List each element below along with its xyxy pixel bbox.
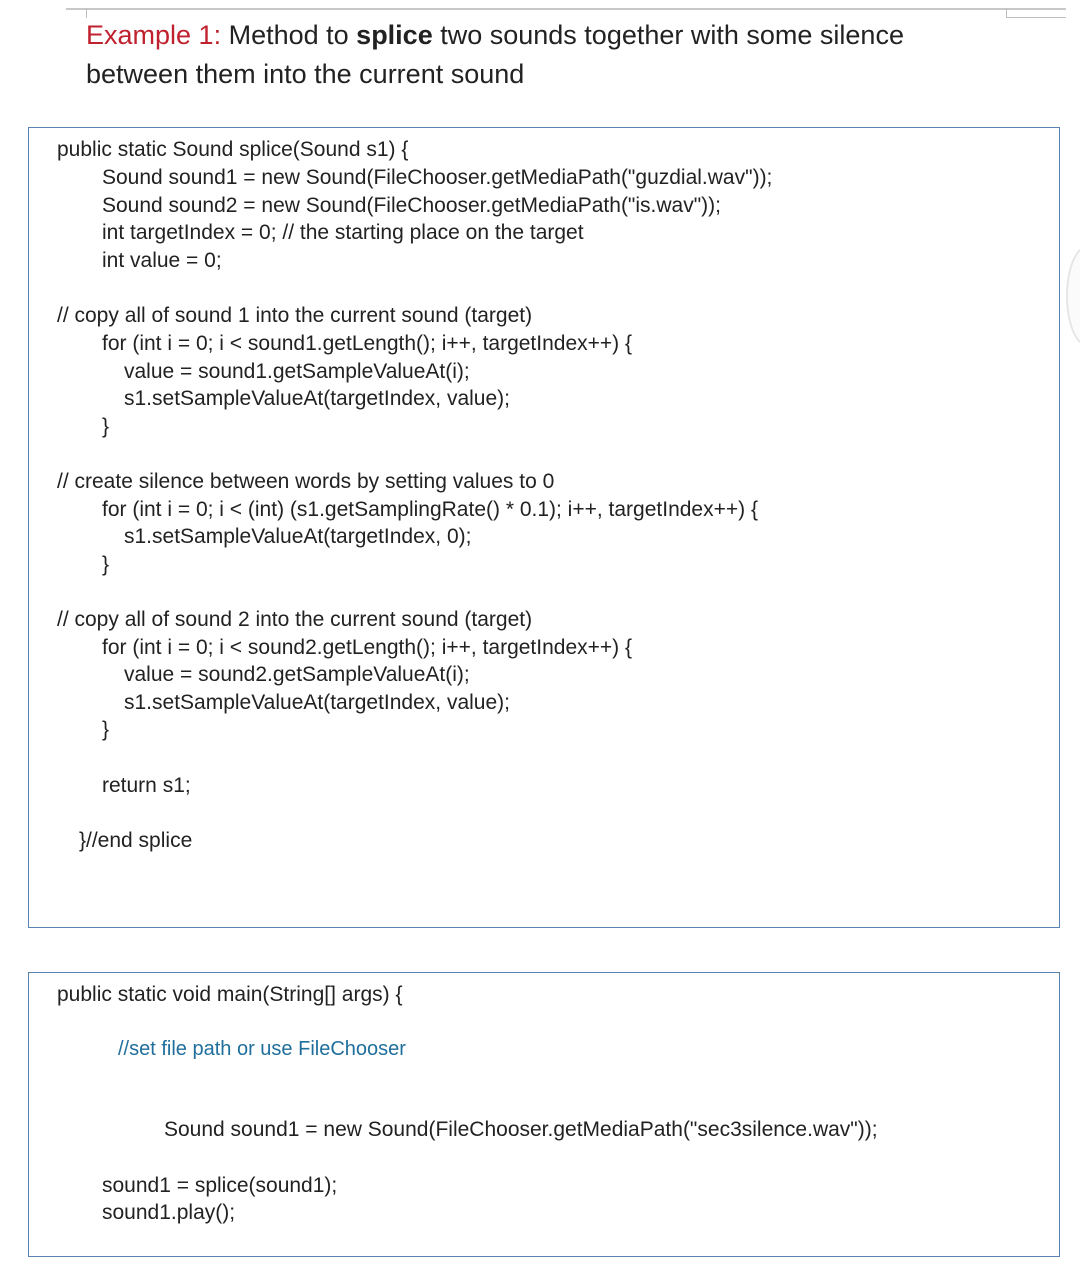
page-corner-mark-left (66, 8, 87, 18)
code-line: public static Sound splice(Sound s1) { (57, 138, 409, 161)
example-label: Example 1: (86, 20, 222, 50)
code-comment: // create silence between words by setting values to 0 (57, 470, 555, 493)
code-line: s1.setSampleValueAt(targetIndex, 0); (124, 525, 472, 548)
scroll-edge-indicator[interactable] (1066, 246, 1080, 346)
code-line: sound1.play(); (102, 1201, 236, 1224)
heading-text-2: two sounds together with some silence (432, 20, 904, 50)
code-line: for (int i = 0; i < sound1.getLength(); i++, targetIndex++) { (102, 332, 633, 355)
splice-method-code-box (28, 127, 1060, 928)
code-comment: // copy all of sound 1 into the current sound (target) (57, 304, 533, 327)
heading-bold-word: splice (356, 20, 433, 50)
code-line: int targetIndex = 0; // the starting place on the target (102, 221, 584, 244)
main-method-code-box (28, 972, 1060, 1257)
code-line: Sound sound1 = new Sound(FileChooser.getMediaPath("sec3silence.wav")); (164, 1118, 878, 1141)
code-line: value = sound2.getSampleValueAt(i); (124, 663, 470, 686)
heading-line-2: between them into the current sound (86, 59, 525, 89)
code-line: for (int i = 0; i < sound2.getLength(); i++, targetIndex++) { (102, 636, 633, 659)
code-line: value = sound1.getSampleValueAt(i); (124, 360, 470, 383)
code-line: } (102, 718, 110, 741)
code-line: s1.setSampleValueAt(targetIndex, value); (124, 691, 510, 714)
code-line: return s1; (102, 774, 191, 797)
code-line: public static void main(String[] args) { (57, 983, 403, 1006)
code-line: sound1 = splice(sound1); (102, 1174, 338, 1197)
code-line: for (int i = 0; i < (int) (s1.getSamplingRate() * 0.1); i++, targetIndex++) { (102, 498, 758, 521)
code-line: s1.setSampleValueAt(targetIndex, value); (124, 387, 510, 410)
code-line: Sound sound1 = new Sound(FileChooser.getMediaPath("guzdial.wav")); (102, 166, 773, 189)
code-line: }//end splice (79, 829, 193, 852)
code-line: int value = 0; (102, 249, 222, 272)
code-line: } (102, 553, 110, 576)
page-top-margin-line (66, 8, 1066, 10)
code-line: Sound sound2 = new Sound(FileChooser.getMediaPath("is.wav")); (102, 194, 722, 217)
code-comment: //set file path or use FileChooser (118, 1038, 406, 1060)
code-line: } (102, 415, 110, 438)
code-comment: // copy all of sound 2 into the current sound (target) (57, 608, 533, 631)
heading-text-1: Method to (221, 20, 357, 50)
example-heading (86, 16, 1036, 94)
